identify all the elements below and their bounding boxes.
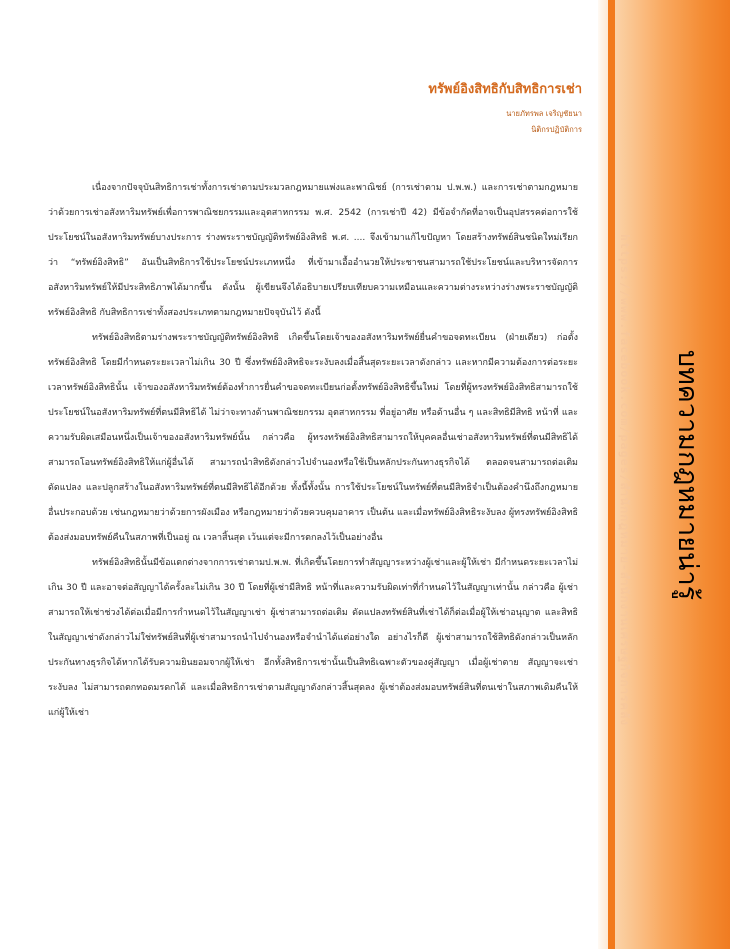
decorative-stripe-pale <box>598 0 608 949</box>
decorative-stripe-orange <box>608 0 615 949</box>
author-name: นายภัทรพล เจริญชัยนา <box>506 109 582 118</box>
author-position: นิติกรปฏิบัติการ <box>531 125 582 134</box>
paragraph: ทรัพย์อิงสิทธิตามร่างพระราชบัญญัติทรัพย์อิงสิทธิ เกิดขึ้นโดยเจ้าของอสังหาริมทรัพย์ยื่นคำขอจดทะเบียน (ฝ่ายเดียว) ก่อตั้งทรัพย์อิงสิทธิ โดยมีกำหนดระยะเวลาไม่เกิน 30 ปี ซึ่งทรัพย์อิงสิทธิจะระงับลงเมื่อสิ้นสุดระยะเวลาดังกล่าว และหากมีความต้องการต่อระยะเวลาทรัพย์อิงสิทธินั้น เจ้าของอสังหาริมทรัพย์ต้องทำการยื่นคำขอจดทะเบียนก่อตั้งทรัพย์อิงสิทธิขึ้นใหม่ โดยที่ผู้ทรงทรัพย์อิงสิทธิสามารถใช้ประโยชน์ในอสังหาริมทรัพย์ที่ตนมีสิทธิได้ ไม่ว่าจะทางด้านพาณิชยกรรม อุตสาหกรรม ที่อยู่อาศัย หรือด้านอื่น ๆ และสิทธิมีสิทธิ หน้าที่ และความรับผิดเสมือนหนึ่งเป็นเจ้าของอสังหาริมทรัพย์นั้น กล่าวคือ ผู้ทรงทรัพย์อิงสิทธิสามารถให้บุคคลอื่นเช่าอสังหาริมทรัพย์ที่ตนมีสิทธิได้ สามารถโอนทรัพย์อิงสิทธิให้แก่ผู้อื่นได้ สามารถนำสิทธิดังกล่าวไปจำนองหรือใช้เป็นหลักประกันทางธุรกิจได้ ตลอดจนสามารถต่อเติม ดัดแปลง และปลูกสร้างในอสังหาริมทรัพย์ที่ตนมีสิทธิได้อีกด้วย ทั้งนี้ทั้งนั้น การใช้ประโยชน์ในทรัพย์ที่ตนมีสิทธิจำเป็นต้องคำนึงถึงกฎหมายอื่นประกอบด้วย เช่นกฎหมายว่าด้วยการผังเมือง หรือกฎหมายว่าด้วยควบคุมอาคาร เป็นต้น และเมื่อทรัพย์อิงสิทธิระงับลง ผู้ทรงทรัพย์อิงสิทธิต้องส่งมอบทรัพย์คืนในสภาพที่เป็นอยู่ ณ เวลาสิ้นสุด เว้นแต่จะมีการตกลงไว้เป็นอย่างอื่น <box>48 333 578 543</box>
facebook-url-vertical: https://www.facebook.com/pages/สำนักกฎหมาย-สำนักงานเศรษฐกิจการคลัง <box>618 233 632 727</box>
document-title: ทรัพย์อิงสิทธิกับสิทธิการเช่า <box>428 82 582 97</box>
document-body <box>48 176 578 726</box>
vertical-section-title: บทความกฎหมายน่ารู้ <box>672 349 703 601</box>
paragraph: เนื่องจากปัจจุบันสิทธิการเช่าทั้งการเช่าตามประมวลกฎหมายแพ่งและพาณิชย์ (การเช่าตาม ป.พ.พ.) และการเช่าตามกฎหมายว่าด้วยการเช่าอสังหาริมทรัพย์เพื่อการพาณิชยกรรมและอุตสาหกรรม พ.ศ. 2542 (การเช่าปี 42) มีข้อจำกัดที่อาจเป็นอุปสรรคต่อการใช้ประโยชน์ในอสังหาริมทรัพย์บางประการ ร่างพระราชบัญญัติทรัพย์อิงสิทธิ พ.ศ. .... จึงเข้ามาแก้ไขปัญหา โดยสร้างทรัพย์สินชนิดใหม่เรียกว่า “ทรัพย์อิงสิทธิ” อันเป็นสิทธิการใช้ประโยชน์ประเภทหนึ่ง ที่เข้ามาเอื้ออำนวยให้ประชาชนสามารถใช้ประโยชน์และบริหารจัดการอสังหาริมทรัพย์ให้มีประสิทธิภาพได้มากขึ้น ดังนั้น ผู้เขียนจึงได้อธิบายเปรียบเทียบความเหมือนและความต่างระหว่างร่างพระราชบัญญัติทรัพย์อิงสิทธิ กับสิทธิการเช่าทั้งสองประเภทตามกฎหมายปัจจุบันไว้ ดังนี้ <box>48 183 578 318</box>
author-block <box>300 106 582 138</box>
paragraph: ทรัพย์อิงสิทธินั้นมีข้อแตกต่างจากการเช่าตามป.พ.พ. ที่เกิดขึ้นโดยการทำสัญญาระหว่างผู้เช่าและผู้ให้เช่า มีกำหนดระยะเวลาไม่เกิน 30 ปี และอาจต่อสัญญาได้ครั้งละไม่เกิน 30 ปี โดยที่ผู้เช่ามีสิทธิ หน้าที่และความรับผิดเท่าที่กำหนดไว้ในสัญญาเท่านั้น กล่าวคือ ผู้เช่าสามารถให้เช่าช่วงได้ต่อเมื่อมีการกำหนดไว้ในสัญญาเช่า ผู้เช่าสามารถต่อเติม ดัดแปลงทรัพย์สินที่เช่าได้ก็ต่อเมื่อผู้ให้เช่าอนุญาต และสิทธิในสัญญาเช่าดังกล่าวไม่ใช่ทรัพย์สินที่ผู้เช่าสามารถนำไปจำนองหรือจำนำได้แต่อย่างใด อย่างไรก็ดี ผู้เช่าสามารถใช้สิทธิดังกล่าวเป็นหลักประกันทางธุรกิจได้หากได้รับความยินยอมจากผู้ให้เช่า อีกทั้งสิทธิการเช่านั้นเป็นสิทธิเฉพาะตัวของคู่สัญญา เมื่อผู้เช่าตาย สัญญาจะเช่าระงับลง ไม่สามารถตกทอดมรดกได้ และเมื่อสิทธิการเช่าตามสัญญาดังกล่าวสิ้นสุดลง ผู้เช่าต้องส่งมอบทรัพย์สินที่ตนเช่าในสภาพเดิมคืนให้แก่ผู้ให้เช่า <box>48 558 578 718</box>
